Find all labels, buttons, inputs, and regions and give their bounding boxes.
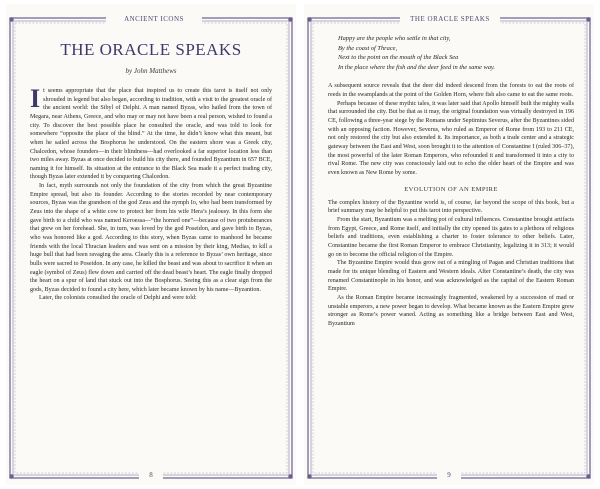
running-header: ANCIENT ICONS — [106, 12, 202, 26]
verse-line: Next to the point on the mouth of the Black Sea — [338, 54, 459, 62]
verse-line: By the coast of Thrace, — [338, 44, 398, 52]
left-page-content — [30, 26, 272, 303]
body-paragraph: As the Roman Empire became increasingly fragmented, weakened by a succession of mad or unstable emperors, a new power began to develop. What became known as the Eastern Empire grew stronger as Rome’s power waned. Acting as something like a bridge between East and West, Byzantium — [328, 294, 574, 327]
verse-line: Happy are the people who settle in that city, — [338, 35, 451, 42]
oracle-verse — [338, 34, 574, 72]
page-number: 9 — [437, 469, 461, 481]
body-paragraph: A subsequent source reveals that the deer did indeed descend from the forests to eat the roots of reeds in the swamplands at the point of the Golden Horn, where fish also came to eat the same roots. — [328, 83, 574, 99]
body-paragraph: Perhaps because of these mythic tales, it was later said that Apollo himself built the mighty walls that surrounded the city. But be that as it may, the original foundation was virtually destroyed in 196 CE, following a three-year siege by the Romans under Septimius Severus, after the Byzantines sided with an opposing faction. However, Severus, who ruled as Emperor of Rome from 193 to 211 CE, not only restored the city but also extended it. Its importance, as both a trade center and a strategic gateway between the East and West, soon brought it to the attention of Constantine I (ruled 306–37), the most powerful of the later Roman Emperors, who refounded it and transformed it into a city to rival Rome. The new city was consciously laid out to echo the older heart of the Empire and was even known as New Rome by some. — [328, 100, 574, 176]
page-number: 8 — [139, 469, 163, 481]
right-page-content — [328, 28, 574, 328]
section-heading: EVOLUTION OF AN EMPIRE — [404, 186, 498, 194]
body-paragraph: From the start, Byzantium was a melting pot of cultural influences. Constantine brought artifacts from Egypt, Greece, and Rome itself, and initially the city opened its gates to a plethora of religious beliefs and traditions, even establishing a charter to foster tolerance to other beliefs. Later, Constantine became the first Roman Emperor to embrace Christianity, legalizing it in 313; it would go on to become the official religion of the Empire. — [328, 217, 574, 258]
body-paragraph: It seems appropriate that the place that inspired us to create this tarot is itself not only shrouded in legend but also began, according to tradition, with a visit to the greatest oracle of the ancient world: the Sibyl of Delphi. A man named Byzas, who hailed from the town of Megara, near Athens, Greece, and who may or may not have been a real person, wished to found a city. To discover the best possible place he consulted the oracle, and was told to look for somewhere “opposite the place of the blind.” At the time, he didn’t know what this meant, but when he sailed across the Bosphorus he understood. On the eastern shore was a Greek city, Chalcedon, whose founders—in their blindness—had overlooked a far superior location less than two miles away. Byzas at once decided to build his city there, and founded Byzantium in 657 BCE, naming it for himself. Its situation at the entrance to the Black Sea made it a perfect trading city, though Byzas later extended it by conquering Chalcedon. — [30, 84, 272, 181]
author-byline: by John Matthews — [125, 67, 177, 76]
body-paragraph: The complex history of the Byzantine world is, of course, far beyond the scope of this book, but a brief summary may be helpful to put this tarot into perspective. — [328, 199, 574, 215]
right-page — [304, 4, 594, 485]
article-title: THE ORACLE SPEAKS — [60, 40, 242, 59]
body-paragraph: Later, the colonists consulted the oracle of Delphi and were told: — [39, 295, 197, 302]
left-page — [6, 4, 296, 485]
drop-cap: I — [30, 84, 41, 114]
verse-line: In the place where the fish and the deer feed in the same way. — [338, 63, 496, 71]
body-paragraph: In fact, myth surrounds not only the foundation of the city from which the great Byzantine Empire spread, but also its founder. According to the stories recorded by near contemporary sources, Byzas was the grandson of the god Zeus and the nymph Io, who had been transformed by Zeus into the shape of a white cow to protect her from his wife Hera’s jealousy. In this form she gave birth to a child who was named Keroessa—“the horned one”—because of two protuberances that grew on her forehead. She, in turn, was loved by the god Poseidon, and gave birth to Byzas, who was honored like a god. According to this story, when Byzas came to manhood he became friends with the local Thracian leaders and was sent on a mission by their king, Medias, to kill a huge bull that had been ravaging the area. Clearly this is a reference to Byzas’ own heritage, since bulls were sacred to Poseidon. In any case, he killed the beast and was about to sacrifice it when an eagle (symbol of Zeus) flew down and carried off the dead beast’s heart. The eagle finally dropped the heart on a spur of land that stuck out into the Bosphorus. Seeing this as a clear sign from the gods, Byzas decided to found a city here, which later became known by his name—Byzantion. — [30, 183, 272, 293]
running-header: THE ORACLE SPEAKS — [400, 12, 500, 26]
body-paragraph: The Byzantine Empire would thus grow out of a mingling of Pagan and Christian traditions that made for its unique blending of Eastern and Western ideals. After Constantine’s death, the city was renamed Constantinople in his honor, and was acknowledged as the capital of the Eastern Roman Empire. — [328, 260, 574, 293]
